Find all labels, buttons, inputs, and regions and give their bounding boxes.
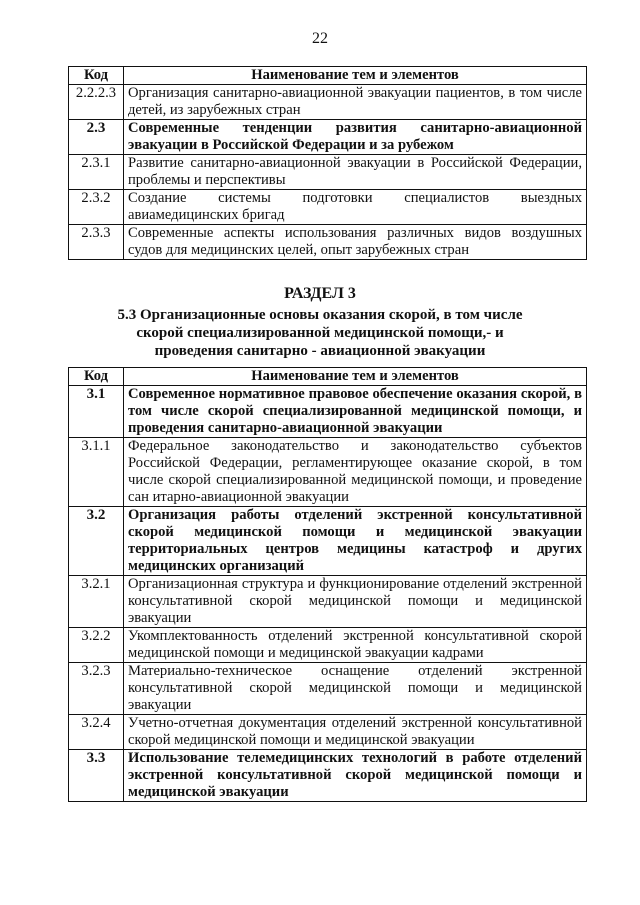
row-code: 3.1.1 xyxy=(69,438,124,507)
row-title: Современные тенденции развития санитарно-авиационной эвакуации в Российской Федерации и за рубежом xyxy=(124,120,587,155)
row-code: 2.3.1 xyxy=(69,155,124,190)
table-row xyxy=(69,628,587,663)
page-number: 22 xyxy=(312,30,328,47)
row-title: Использование телемедицинских технологий в работе отделений экстренной консультативной скорой медицинской помощи и медицинской эвакуации xyxy=(124,750,587,802)
row-title: Развитие санитарно-авиационной эвакуации в Российской Федерации, проблемы и перспективы xyxy=(124,155,587,190)
row-title: Материально-техническое оснащение отделений экстренной консультативной скорой медицинской помощи и медицинской эвакуации xyxy=(124,663,587,715)
row-title: Организационная структура и функционирование отделений экстренной консультативной скорой медицинской помощи и медицинской эвакуации xyxy=(124,576,587,628)
row-title: Современные аспекты использования различных видов воздушных судов для медицинских целей, опыт зарубежных стран xyxy=(124,225,587,260)
row-title: Современное нормативное правовое обеспечение оказания скорой, в том числе скорой специализированной медицинской помощи, и проведения санитарно-авиационной эвакуации xyxy=(124,386,587,438)
table-row xyxy=(69,507,587,576)
column-header-code: Код xyxy=(69,368,124,386)
column-header-title: Наименование тем и элементов xyxy=(124,368,587,386)
row-title: Учетно-отчетная документация отделений экстренной консультативной скорой медицинской помощи и медицинской эвакуации xyxy=(124,715,587,750)
topics-table-section-2 xyxy=(68,66,587,260)
row-code: 2.3.3 xyxy=(69,225,124,260)
row-code: 3.2.2 xyxy=(69,628,124,663)
table-row xyxy=(69,438,587,507)
table-row xyxy=(69,155,587,190)
column-header-code: Код xyxy=(69,67,124,85)
table-row xyxy=(69,225,587,260)
row-title: Организация санитарно-авиационной эвакуации пациентов, в том числе детей, из зарубежных стран xyxy=(124,85,587,120)
row-code: 2.3 xyxy=(69,120,124,155)
row-title: Организация работы отделений экстренной консультативной скорой медицинской помощи и медицинской эвакуации территориальных центров медицины катастроф и других медицинских организаций xyxy=(124,507,587,576)
row-title: Федеральное законодательство и законодательство субъектов Российской Федерации, регламентирующее оказание скорой, в том числе скорой специализированной медицинской помощи, и проведение сан итарно-авиационной эвакуации xyxy=(124,438,587,507)
row-title: Укомплектованность отделений экстренной консультативной скорой медицинской помощи и медицинской эвакуации кадрами xyxy=(124,628,587,663)
section-subtitle: 5.3 Организационные основы оказания скорой, в том числе скорой специализированной медицинской помощи,- и проведения санитарно - авиационной эвакуации xyxy=(117,307,523,359)
table-row xyxy=(69,750,587,802)
table-row xyxy=(69,386,587,438)
row-code: 3.2.3 xyxy=(69,663,124,715)
row-code: 3.3 xyxy=(69,750,124,802)
table-header-row xyxy=(69,67,587,85)
table-row xyxy=(69,120,587,155)
row-code: 3.2.4 xyxy=(69,715,124,750)
row-title: Создание системы подготовки специалистов выездных авиамедицинских бригад xyxy=(124,190,587,225)
table-row xyxy=(69,85,587,120)
table-row xyxy=(69,576,587,628)
column-header-title: Наименование тем и элементов xyxy=(124,67,587,85)
table-header-row xyxy=(69,368,587,386)
row-code: 2.3.2 xyxy=(69,190,124,225)
row-code: 3.2.1 xyxy=(69,576,124,628)
topics-table-section-3 xyxy=(68,367,587,802)
row-code: 3.1 xyxy=(69,386,124,438)
section-title: РАЗДЕЛ 3 xyxy=(284,285,356,302)
row-code: 3.2 xyxy=(69,507,124,576)
table-row xyxy=(69,715,587,750)
row-code: 2.2.2.3 xyxy=(69,85,124,120)
table-row xyxy=(69,190,587,225)
table-row xyxy=(69,663,587,715)
